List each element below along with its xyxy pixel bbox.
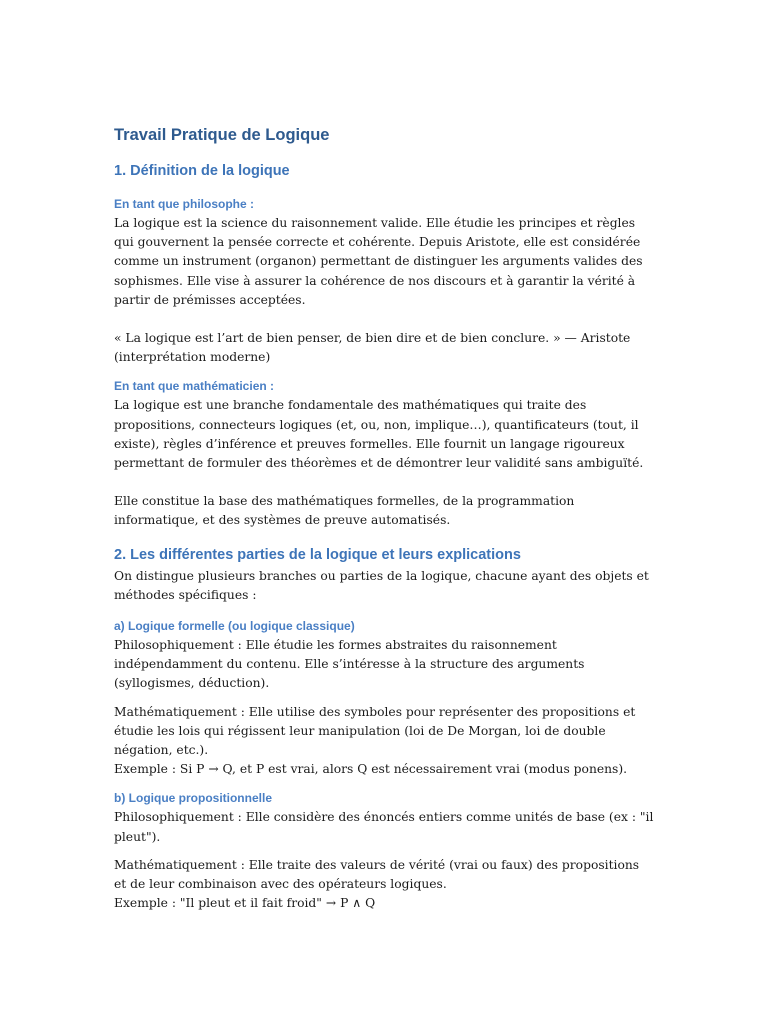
section-2-heading: 2. Les différentes parties de la logique et leurs explications bbox=[114, 546, 521, 563]
section-2-intro: On distingue plusieurs branches ou parties de la logique, chacune ayant des objets et méthodes spécifiques : bbox=[114, 568, 649, 602]
propositional-logic-example: Exemple : "Il pleut et il fait froid" → P ∧ Q bbox=[114, 896, 376, 911]
propositional-logic-philo: Philosophiquement : Elle considère des énoncés entiers comme unités de base (ex : "il pleut"). bbox=[114, 810, 654, 844]
propositional-logic-subheading: b) Logique propositionnelle bbox=[114, 791, 272, 806]
mathematician-paragraph: La logique est une branche fondamentale des mathématiques qui traite des propositions, connecteurs logiques (et, ou, non, implique…), quantificateurs (tout, il existe), règles d’inférence et preuves formelles. Elle fournit un langage rigoureux permettant de formuler des théorèmes et de démontrer leur validité sans ambiguïté. bbox=[114, 398, 644, 471]
aristotle-quote: « La logique est l’art de bien penser, de bien dire et de bien conclure. » — Aristote (interprétation moderne) bbox=[114, 331, 631, 365]
formal-logic-math: Mathématiquement : Elle utilise des symboles pour représenter des propositions et étudie les lois qui régissent leur manipulation (loi de De Morgan, loi de double négation, etc.). bbox=[114, 704, 636, 758]
formal-logic-subheading: a) Logique formelle (ou logique classique) bbox=[114, 619, 355, 634]
propositional-logic-math: Mathématiquement : Elle traite des valeurs de vérité (vrai ou faux) des propositions et de leur combinaison avec des opérateurs logiques. bbox=[114, 857, 640, 892]
philosopher-subheading: En tant que philosophe : bbox=[114, 197, 254, 211]
mathematician-paragraph-2: Elle constitue la base des mathématiques formelles, de la programmation informatique, et des systèmes de preuve automatisés. bbox=[114, 494, 575, 528]
formal-logic-philo: Philosophiquement : Elle étudie les formes abstraites du raisonnement indépendamment du contenu. Elle s’intéresse à la structure des arguments (syllogismes, déduction). bbox=[114, 638, 585, 691]
document-title: Travail Pratique de Logique bbox=[114, 126, 330, 144]
mathematician-subheading: En tant que mathématicien : bbox=[114, 379, 275, 394]
formal-logic-example: Exemple : Si P → Q, et P est vrai, alors Q est nécessairement vrai (modus ponens). bbox=[114, 762, 628, 777]
document-body bbox=[114, 124, 654, 913]
section-1-heading: 1. Définition de la logique bbox=[114, 163, 290, 179]
philosopher-paragraph: La logique est la science du raisonnement valide. Elle étudie les principes et règles qui gouvernent la pensée correcte et cohérente. Depuis Aristote, elle est considérée comme un instrument (organon) permettant de distinguer les arguments valides des sophismes. Elle vise à assurer la cohérence de nos discours et à garantir la vérité à partir de prémisses acceptées. bbox=[114, 216, 643, 307]
